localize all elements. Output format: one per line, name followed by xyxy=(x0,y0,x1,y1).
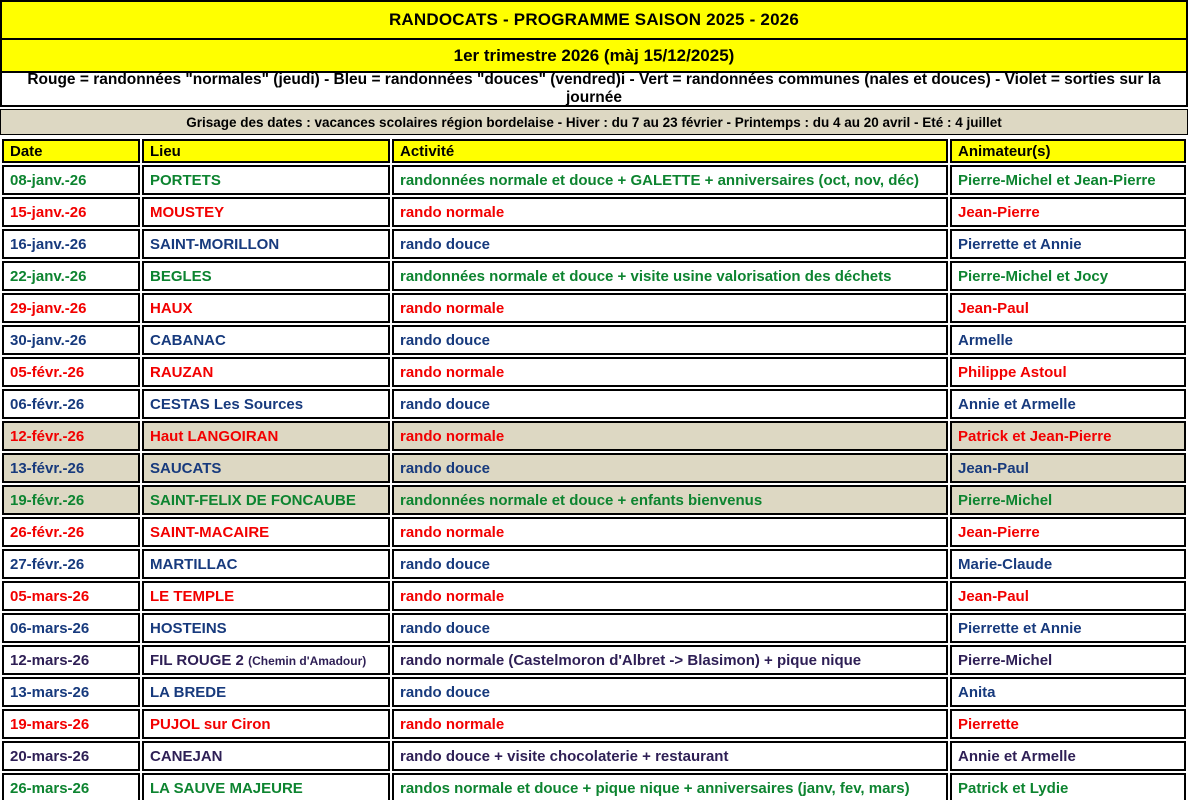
animateurs-cell: Armelle xyxy=(950,325,1186,355)
lieu-cell: CABANAC xyxy=(142,325,390,355)
date-cell: 19-févr.-26 xyxy=(2,485,140,515)
lieu-cell: HAUX xyxy=(142,293,390,323)
column-header-date: Date xyxy=(2,139,140,163)
activite-cell: rando douce xyxy=(392,613,948,643)
activite-cell: rando normale xyxy=(392,709,948,739)
animateurs-cell: Annie et Armelle xyxy=(950,389,1186,419)
table-row xyxy=(2,293,1186,323)
animateurs-cell: Pierre-Michel et Jocy xyxy=(950,261,1186,291)
table-row xyxy=(2,165,1186,195)
table-row xyxy=(2,709,1186,739)
date-cell: 19-mars-26 xyxy=(2,709,140,739)
table-row xyxy=(2,645,1186,675)
activite-cell: rando normale xyxy=(392,293,948,323)
date-cell: 12-févr.-26 xyxy=(2,421,140,451)
lieu-cell: PUJOL sur Ciron xyxy=(142,709,390,739)
animateurs-cell: Pierre-Michel et Jean-Pierre xyxy=(950,165,1186,195)
table-row xyxy=(2,581,1186,611)
column-header-lieu: Lieu xyxy=(142,139,390,163)
date-cell: 22-janv.-26 xyxy=(2,261,140,291)
lieu-cell: Haut LANGOIRAN xyxy=(142,421,390,451)
table-row xyxy=(2,485,1186,515)
table-row xyxy=(2,389,1186,419)
program-table-body xyxy=(2,165,1186,800)
activite-cell: randonnées normale et douce + GALETTE + anniversaires (oct, nov, déc) xyxy=(392,165,948,195)
animateurs-cell: Jean-Pierre xyxy=(950,517,1186,547)
date-cell: 30-janv.-26 xyxy=(2,325,140,355)
table-row xyxy=(2,197,1186,227)
animateurs-cell: Pierrette et Annie xyxy=(950,229,1186,259)
lieu-cell: LE TEMPLE xyxy=(142,581,390,611)
activite-cell: rando normale xyxy=(392,357,948,387)
date-cell: 15-janv.-26 xyxy=(2,197,140,227)
activite-cell: rando douce xyxy=(392,229,948,259)
table-row xyxy=(2,453,1186,483)
table-row xyxy=(2,613,1186,643)
date-cell: 05-févr.-26 xyxy=(2,357,140,387)
date-cell: 27-févr.-26 xyxy=(2,549,140,579)
table-row xyxy=(2,741,1186,771)
animateurs-cell: Annie et Armelle xyxy=(950,741,1186,771)
animateurs-cell: Pierrette et Annie xyxy=(950,613,1186,643)
table-row xyxy=(2,229,1186,259)
lieu-cell: SAUCATS xyxy=(142,453,390,483)
table-row xyxy=(2,773,1186,800)
lieu-cell: MARTILLAC xyxy=(142,549,390,579)
table-row xyxy=(2,261,1186,291)
animateurs-cell: Jean-Pierre xyxy=(950,197,1186,227)
activite-cell: rando douce xyxy=(392,453,948,483)
trimester-subtitle: 1er trimestre 2026 (màj 15/12/2025) xyxy=(0,38,1188,73)
lieu-cell: FIL ROUGE 2 (Chemin d'Amadour) xyxy=(142,645,390,675)
animateurs-cell: Anita xyxy=(950,677,1186,707)
lieu-cell: SAINT-FELIX DE FONCAUBE xyxy=(142,485,390,515)
lieu-cell: CANEJAN xyxy=(142,741,390,771)
date-cell: 08-janv.-26 xyxy=(2,165,140,195)
animateurs-cell: Pierre-Michel xyxy=(950,485,1186,515)
table-row xyxy=(2,517,1186,547)
lieu-cell: LA SAUVE MAJEURE xyxy=(142,773,390,800)
lieu-cell: RAUZAN xyxy=(142,357,390,387)
color-legend: Rouge = randonnées "normales" (jeudi) - Bleu = randonnées "douces" (vendred)i - Vert = randonnées communes (nales et douces) - Violet = sorties sur la journée xyxy=(0,71,1188,107)
table-row xyxy=(2,421,1186,451)
lieu-cell: SAINT-MACAIRE xyxy=(142,517,390,547)
program-table-header xyxy=(2,139,1186,163)
table-row xyxy=(2,357,1186,387)
date-cell: 05-mars-26 xyxy=(2,581,140,611)
column-header-animateurs: Animateur(s) xyxy=(950,139,1186,163)
date-cell: 26-févr.-26 xyxy=(2,517,140,547)
activite-cell: randonnées normale et douce + enfants bienvenus xyxy=(392,485,948,515)
date-cell: 13-févr.-26 xyxy=(2,453,140,483)
activite-cell: rando douce + visite chocolaterie + restaurant xyxy=(392,741,948,771)
program-table xyxy=(0,137,1188,800)
animateurs-cell: Pierrette xyxy=(950,709,1186,739)
date-cell: 12-mars-26 xyxy=(2,645,140,675)
animateurs-cell: Jean-Paul xyxy=(950,581,1186,611)
date-cell: 13-mars-26 xyxy=(2,677,140,707)
animateurs-cell: Marie-Claude xyxy=(950,549,1186,579)
date-cell: 06-mars-26 xyxy=(2,613,140,643)
animateurs-cell: Pierre-Michel xyxy=(950,645,1186,675)
activite-cell: rando normale (Castelmoron d'Albret -> Blasimon) + pique nique xyxy=(392,645,948,675)
date-cell: 16-janv.-26 xyxy=(2,229,140,259)
lieu-cell: SAINT-MORILLON xyxy=(142,229,390,259)
activite-cell: randos normale et douce + pique nique + anniversaires (janv, fev, mars) xyxy=(392,773,948,800)
animateurs-cell: Jean-Paul xyxy=(950,293,1186,323)
animateurs-cell: Patrick et Lydie xyxy=(950,773,1186,800)
activite-cell: rando normale xyxy=(392,581,948,611)
activite-cell: rando douce xyxy=(392,677,948,707)
activite-cell: randonnées normale et douce + visite usine valorisation des déchets xyxy=(392,261,948,291)
activite-cell: rando normale xyxy=(392,421,948,451)
lieu-cell: HOSTEINS xyxy=(142,613,390,643)
animateurs-cell: Patrick et Jean-Pierre xyxy=(950,421,1186,451)
header-row xyxy=(2,139,1186,163)
page-title: RANDOCATS - PROGRAMME SAISON 2025 - 2026 xyxy=(0,0,1188,40)
activite-cell: rando douce xyxy=(392,389,948,419)
column-header-activite: Activité xyxy=(392,139,948,163)
table-row xyxy=(2,677,1186,707)
activite-cell: rando douce xyxy=(392,549,948,579)
activite-cell: rando normale xyxy=(392,197,948,227)
date-cell: 29-janv.-26 xyxy=(2,293,140,323)
date-cell: 20-mars-26 xyxy=(2,741,140,771)
lieu-cell: PORTETS xyxy=(142,165,390,195)
lieu-cell: LA BREDE xyxy=(142,677,390,707)
animateurs-cell: Philippe Astoul xyxy=(950,357,1186,387)
lieu-cell: BEGLES xyxy=(142,261,390,291)
activite-cell: rando normale xyxy=(392,517,948,547)
table-row xyxy=(2,325,1186,355)
table-row xyxy=(2,549,1186,579)
vacation-shading-note: Grisage des dates : vacances scolaires région bordelaise - Hiver : du 7 au 23 février - Printemps : du 4 au 20 avril - Eté : 4 juillet xyxy=(0,109,1188,135)
animateurs-cell: Jean-Paul xyxy=(950,453,1186,483)
date-cell: 06-févr.-26 xyxy=(2,389,140,419)
lieu-cell: CESTAS Les Sources xyxy=(142,389,390,419)
lieu-cell: MOUSTEY xyxy=(142,197,390,227)
date-cell: 26-mars-26 xyxy=(2,773,140,800)
activite-cell: rando douce xyxy=(392,325,948,355)
